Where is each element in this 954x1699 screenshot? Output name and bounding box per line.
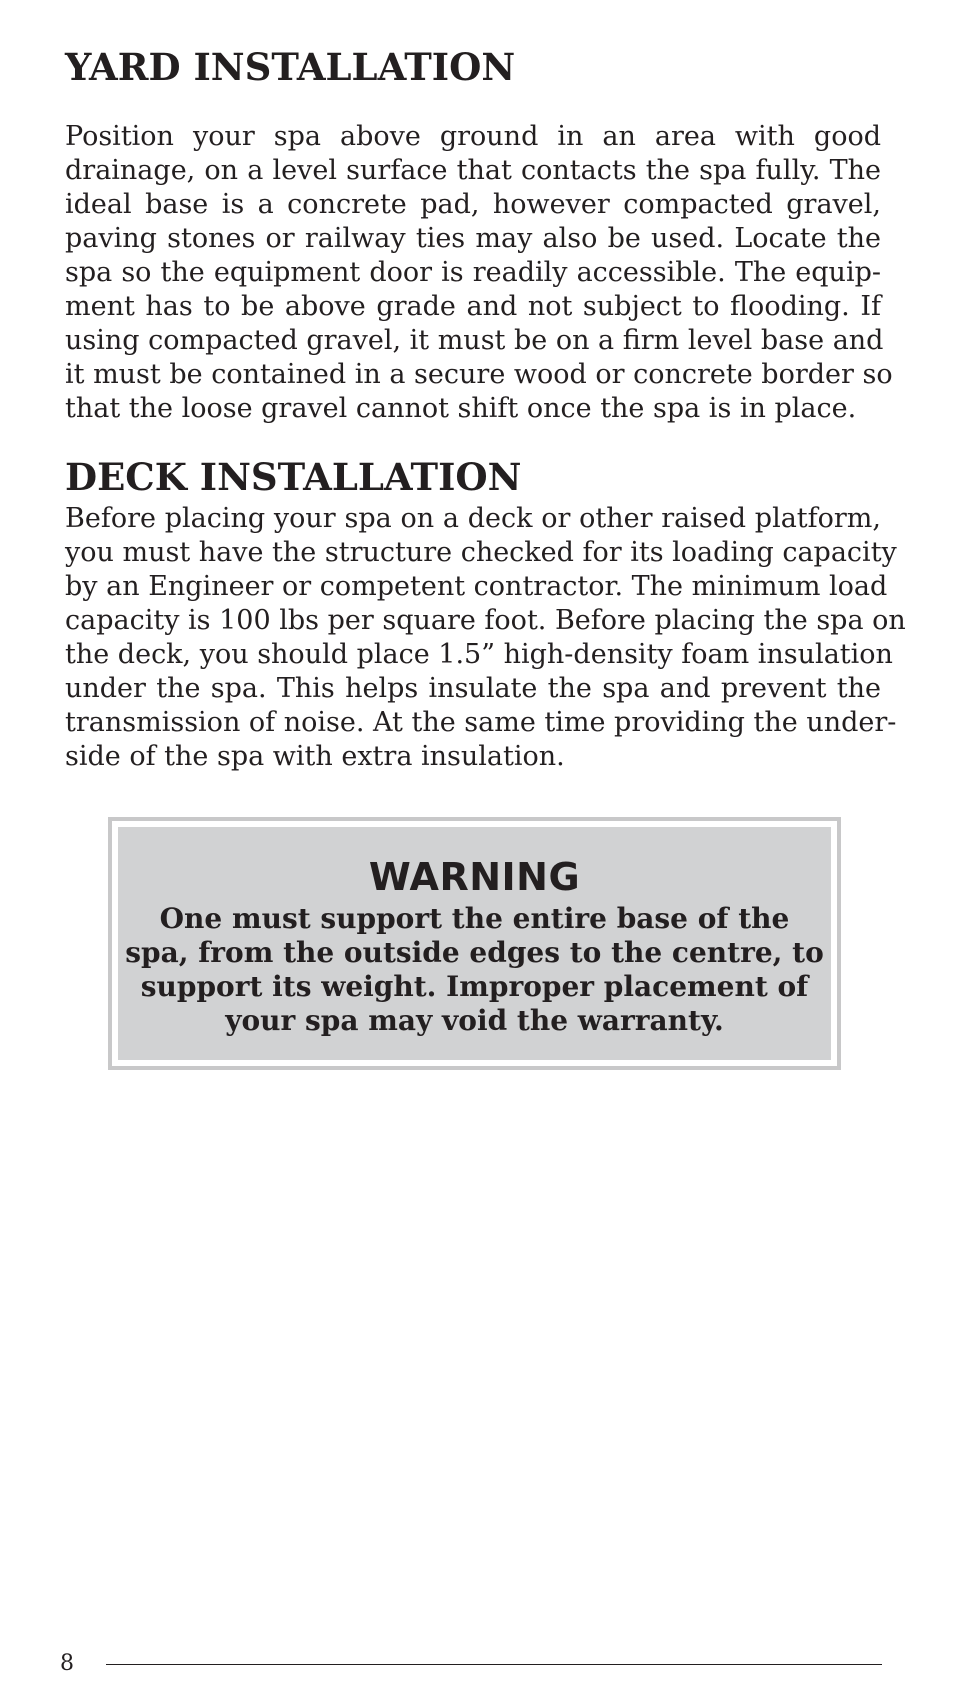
deck-installation-heading: DECK INSTALLATION	[65, 455, 522, 499]
footer-divider	[106, 1664, 882, 1665]
yard-installation-heading: YARD INSTALLATION	[65, 45, 516, 89]
paragraph-line: ment has to be above grade and not subject to flooding. If	[65, 291, 881, 322]
paragraph-line: transmission of noise. At the same time providing the under-	[65, 707, 897, 738]
paragraph-line: ideal base is a concrete pad, however compacted gravel,	[65, 189, 881, 220]
deck-installation-paragraph	[65, 502, 906, 774]
paragraph-line: paving stones or railway ties may also be used. Locate the	[65, 223, 881, 254]
paragraph-line: that the loose gravel cannot shift once the spa is in place.	[65, 393, 857, 424]
warning-line: spa, from the outside edges to the centre, to	[125, 936, 824, 969]
warning-line: One must support the entire base of the	[159, 902, 790, 935]
warning-title: WARNING	[368, 855, 581, 899]
paragraph-line: using compacted gravel, it must be on a firm level base and	[65, 325, 884, 356]
paragraph-line: side of the spa with extra insulation.	[65, 741, 565, 772]
paragraph-line: capacity is 100 lbs per square foot. Before placing the spa on	[65, 605, 906, 636]
paragraph-line: under the spa. This helps insulate the spa and prevent the	[65, 673, 881, 704]
paragraph-line: by an Engineer or competent contractor. The minimum load	[65, 571, 888, 602]
warning-line: your spa may void the warranty.	[225, 1004, 724, 1037]
warning-message	[118, 902, 831, 1038]
warning-box-fill	[118, 827, 831, 1060]
paragraph-line: spa so the equipment door is readily accessible. The equip-	[65, 257, 881, 288]
paragraph-line: Before placing your spa on a deck or other raised platform,	[65, 503, 881, 534]
warning-box	[108, 817, 841, 1070]
paragraph-line: you must have the structure checked for its loading capacity	[65, 537, 897, 568]
paragraph-line: Position your spa above ground in an area with good	[65, 121, 881, 152]
yard-installation-paragraph	[65, 120, 893, 426]
paragraph-line: it must be contained in a secure wood or concrete border so	[65, 359, 893, 390]
paragraph-line: the deck, you should place 1.5” high-density foam insulation	[65, 639, 893, 670]
page-number: 8	[60, 1651, 74, 1676]
warning-line: support its weight. Improper placement of	[140, 970, 809, 1003]
paragraph-line: drainage, on a level surface that contacts the spa fully. The	[65, 155, 881, 186]
